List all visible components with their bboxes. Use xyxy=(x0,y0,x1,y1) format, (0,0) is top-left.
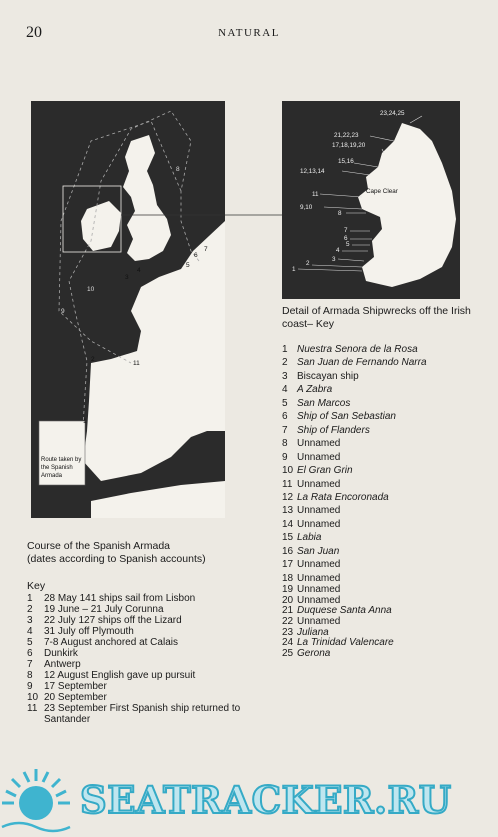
shipwreck-item xyxy=(282,518,482,531)
detail-label-15-16: 15,16 xyxy=(338,158,354,165)
shipwreck-name: Unnamed xyxy=(297,478,341,490)
shipwreck-name: Unnamed xyxy=(297,572,341,584)
page-number: 20 xyxy=(26,24,42,41)
map-marker-7: 7 xyxy=(204,246,208,253)
shipwreck-name: Nuestra Senora de la Rosa xyxy=(297,344,418,355)
detail-label-23-25: 23,24,25 xyxy=(380,110,405,117)
shipwreck-number: 10 xyxy=(282,465,294,477)
detail-label-21-23: 21,22,23 xyxy=(334,132,359,139)
shipwreck-number: 11 xyxy=(282,478,293,490)
shipwreck-number: 21 xyxy=(282,605,294,617)
shipwreck-name: Gerona xyxy=(297,647,331,659)
shipwreck-name: Unnamed xyxy=(297,559,341,571)
map-marker-3: 3 xyxy=(125,274,129,281)
shipwreck-list xyxy=(282,343,482,659)
shipwreck-number: 9 xyxy=(282,451,288,463)
shipwreck-item xyxy=(282,343,482,356)
shipwreck-name: Unnamed xyxy=(297,438,341,450)
shipwreck-name: Unnamed xyxy=(297,451,341,463)
shipwreck-number: 16 xyxy=(282,545,294,557)
key-text: 12 August English gave up pursuit xyxy=(44,670,196,681)
key-number: 7 xyxy=(27,659,33,670)
shipwreck-number: 8 xyxy=(282,438,288,450)
ireland-shipwreck-map-graphic xyxy=(282,101,460,299)
sun-logo-icon xyxy=(2,769,70,837)
shipwreck-item xyxy=(282,504,482,517)
detail-label-2: 2 xyxy=(306,260,310,267)
detail-map-caption: Detail of Armada Shipwrecks off the Irish coast– Key xyxy=(282,305,471,330)
map-marker-2: 2 xyxy=(91,356,95,363)
shipwreck-number: 4 xyxy=(282,384,288,396)
key-text: 28 May 141 ships sail from Lisbon xyxy=(44,593,196,604)
shipwreck-number: 1 xyxy=(282,344,288,355)
shipwreck-name: Unnamed xyxy=(297,594,341,606)
shipwreck-item xyxy=(282,558,482,571)
shipwreck-number: 14 xyxy=(282,518,294,530)
shipwreck-item xyxy=(282,370,482,383)
shipwreck-name: San Marcos xyxy=(297,397,351,409)
shipwreck-item xyxy=(282,531,482,544)
shipwreck-name: Ship of Flanders xyxy=(297,424,370,436)
main-map-caption: Course of the Spanish Armada (dates according to Spanish accounts) xyxy=(27,540,206,565)
key-text: 22 July 127 ships off the Lizard xyxy=(44,615,182,626)
key-item xyxy=(27,593,257,604)
detail-label-3: 3 xyxy=(332,256,336,263)
detail-label-1: 1 xyxy=(292,266,296,273)
cape-clear-label: Cape Clear xyxy=(366,188,398,195)
route-label-line-2: the Spanish xyxy=(41,465,73,471)
map-marker-8: 8 xyxy=(176,166,180,173)
map-marker-11: 11 xyxy=(133,360,140,367)
shipwreck-item xyxy=(282,491,482,504)
key-number: 11 xyxy=(27,703,38,714)
shipwreck-number: 5 xyxy=(282,397,288,409)
shipwreck-item xyxy=(282,451,482,464)
map-marker-4: 4 xyxy=(137,267,141,274)
shipwreck-number: 15 xyxy=(282,532,294,544)
shipwreck-item xyxy=(282,617,482,628)
shipwreck-number: 17 xyxy=(282,559,294,571)
key-item xyxy=(27,703,257,725)
key-text: 7-8 August anchored at Calais xyxy=(44,637,178,648)
key-item xyxy=(27,681,257,692)
key-number: 5 xyxy=(27,637,33,648)
ireland-shipwreck-map xyxy=(282,101,460,299)
map-marker-1: 1 xyxy=(83,418,87,425)
detail-label-7: 7 xyxy=(344,227,348,234)
shipwreck-name: Biscayan ship xyxy=(297,370,359,382)
detail-label-12-14: 12,13,14 xyxy=(300,168,325,175)
key-number: 4 xyxy=(27,626,33,637)
key-number: 1 xyxy=(27,593,33,604)
detail-label-6: 6 xyxy=(344,235,348,242)
detail-label-4: 4 xyxy=(336,247,340,254)
shipwreck-item xyxy=(282,572,482,585)
key-text: 19 June – 21 July Corunna xyxy=(44,604,164,615)
shipwreck-number: 2 xyxy=(282,357,288,369)
shipwreck-name: Unnamed xyxy=(297,584,341,596)
shipwreck-name: Juliana xyxy=(297,626,329,638)
shipwreck-name: El Gran Grin xyxy=(297,465,353,477)
shipwreck-name: Labia xyxy=(297,532,322,544)
key-number: 6 xyxy=(27,648,33,659)
key-text: 20 September xyxy=(44,692,107,703)
shipwreck-item xyxy=(282,649,482,660)
shipwreck-item xyxy=(282,410,482,423)
shipwreck-number: 6 xyxy=(282,411,288,423)
key-number: 10 xyxy=(27,692,39,703)
detail-label-17-20: 17,18,19,20 xyxy=(332,142,366,149)
shipwreck-number: 22 xyxy=(282,615,294,627)
key-number: 3 xyxy=(27,615,33,626)
shipwreck-item xyxy=(282,464,482,477)
key-label: Key xyxy=(27,580,46,592)
key-item xyxy=(27,615,257,626)
key-item xyxy=(27,692,257,703)
route-label-line-1: Route taken by xyxy=(41,457,82,463)
shipwreck-number: 25 xyxy=(282,647,294,659)
key-item xyxy=(27,637,257,648)
shipwreck-number: 23 xyxy=(282,626,294,638)
detail-label-9-10: 9,10 xyxy=(300,204,313,211)
shipwreck-number: 18 xyxy=(282,572,294,584)
key-text: Dunkirk xyxy=(44,648,78,659)
shipwreck-name: Unnamed xyxy=(297,518,341,530)
shipwreck-item xyxy=(282,383,482,396)
key-text: 31 July off Plymouth xyxy=(44,626,134,637)
key-item xyxy=(27,670,257,681)
route-label-line-3: Armada xyxy=(41,473,63,479)
shipwreck-number: 24 xyxy=(282,637,294,649)
shipwreck-number: 3 xyxy=(282,370,288,382)
shipwreck-number: 20 xyxy=(282,594,294,606)
shipwreck-item xyxy=(282,424,482,437)
shipwreck-item xyxy=(282,356,482,369)
map-marker-9: 9 xyxy=(61,308,65,315)
map-marker-6: 6 xyxy=(194,252,198,259)
key-item xyxy=(27,659,257,670)
shipwreck-item xyxy=(282,437,482,450)
map-marker-10: 10 xyxy=(87,286,95,293)
running-header: NATURAL xyxy=(218,27,280,39)
key-item xyxy=(27,626,257,637)
shipwreck-name: A Zabra xyxy=(297,384,333,396)
route-key-list xyxy=(27,593,257,725)
shipwreck-name: Unnamed xyxy=(297,615,341,627)
shipwreck-number: 13 xyxy=(282,505,294,517)
key-text: 17 September xyxy=(44,681,107,692)
shipwreck-name: Ship of San Sebastian xyxy=(297,411,396,423)
shipwreck-item xyxy=(282,545,482,558)
shipwreck-name: La Rata Encoronada xyxy=(297,491,389,503)
key-number: 9 xyxy=(27,681,33,692)
detail-label-8: 8 xyxy=(338,210,342,217)
shipwreck-name: Unnamed xyxy=(297,505,341,517)
key-number: 2 xyxy=(27,604,33,615)
key-text: Antwerp xyxy=(44,659,81,670)
shipwreck-name: San Juan xyxy=(297,545,340,557)
shipwreck-number: 12 xyxy=(282,491,294,503)
detail-label-5: 5 xyxy=(346,241,350,248)
detail-label-11: 11 xyxy=(312,191,319,198)
shipwreck-name: San Juan de Fernando Narra xyxy=(297,357,427,369)
shipwreck-item xyxy=(282,478,482,491)
shipwreck-item xyxy=(282,397,482,410)
key-item xyxy=(27,604,257,615)
watermark-text: SEATRACKER.RU xyxy=(80,778,452,822)
shipwreck-name: Duquese Santa Anna xyxy=(297,605,392,617)
shipwreck-number: 19 xyxy=(282,584,294,596)
key-text: 23 September First Spanish ship returned to Santander xyxy=(44,703,241,725)
key-item xyxy=(27,648,257,659)
map-marker-5: 5 xyxy=(186,262,190,269)
key-number: 8 xyxy=(27,670,33,681)
shipwreck-number: 7 xyxy=(282,424,288,436)
shipwreck-name: La Trinidad Valencare xyxy=(297,637,394,649)
